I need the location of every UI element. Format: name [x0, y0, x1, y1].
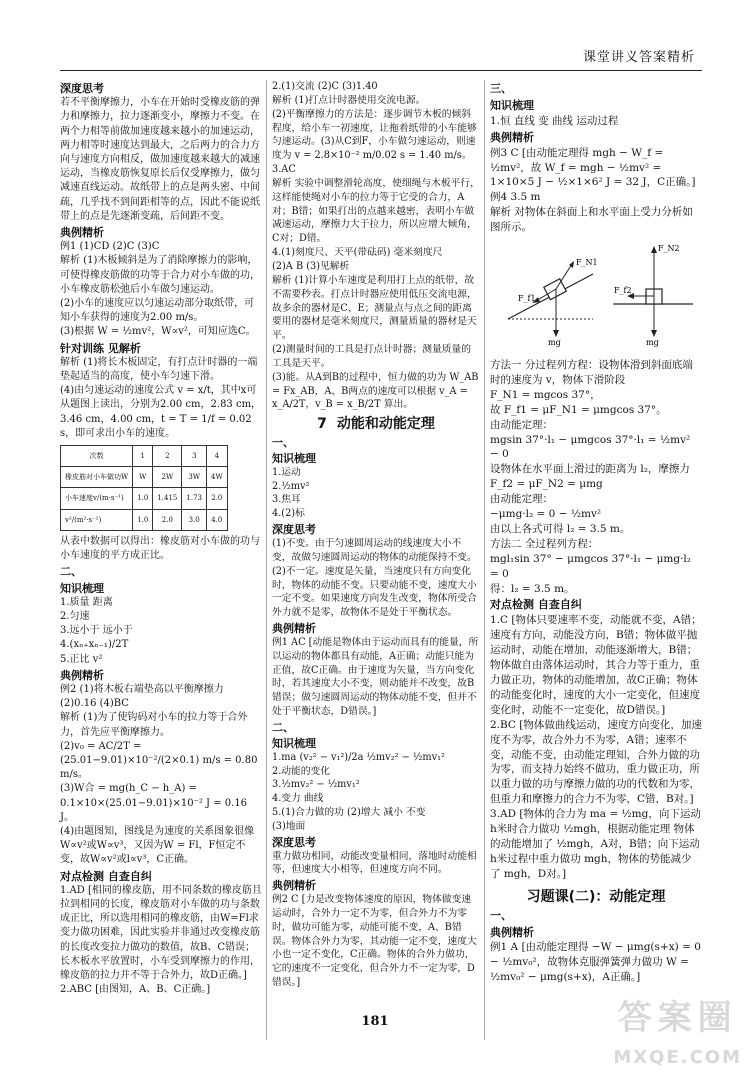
label-mg2: mg	[646, 338, 659, 348]
column-1	[60, 80, 262, 997]
table-cell: 4	[206, 446, 227, 467]
list-item: 1.ma (v₂² − v₁²)/2a ½mv₂² − ½mv₁²	[272, 751, 445, 763]
list-item: 3.½mv₂² − ½mv₁²	[272, 779, 360, 791]
part-marker: 一、	[272, 436, 294, 450]
part-marker: 三、	[490, 82, 512, 95]
paragraph: 方法一 分过程列方程：设物体滑到斜面底端时的速度为 v，物体下滑阶段	[490, 358, 693, 386]
table-cell: 1.0	[133, 488, 153, 509]
formula: mgl₁sin 37° − μmgcos 37°·l₁ − μmg·l₂ = 0	[490, 552, 692, 580]
list-item: (3)地面	[272, 820, 306, 832]
list-item: 2.动能的变化	[272, 765, 331, 777]
paragraph: 设物体在水平面上滑过的距离为 l₂，摩擦力 F_f2 = μF_N2 = μmg	[490, 463, 690, 491]
part-marker: 二、	[272, 720, 294, 734]
section-heading: 深度思考	[272, 835, 316, 849]
list-item: 1.恒 直线 变 曲线 运动过程	[490, 114, 619, 127]
example-answer: 3.AC	[272, 164, 296, 176]
paragraph: 3.AD [物体的合力为 ma = ½mg，向下运动h米时合力做功 ½mgh，根据动能定理 物体的动能增加了 ½mgh，A对，B错；向下运动h米过程中重力做功 mgh，物体的势能减少了 mgh，D对。]	[490, 808, 701, 880]
list-item: 2.匀速	[60, 610, 90, 622]
section-heading: 典例精析	[272, 879, 316, 893]
list-item: 1.运动	[272, 466, 301, 478]
force-diagram	[498, 239, 702, 354]
paragraph: 由动能定理：	[490, 418, 553, 431]
paragraph: 1.C [物体只要速率不变，动能就不变，A错；速度有方向，动能没方向，B错；物体做平抛运动时，动能在增加，动能逐渐增大，B错；物体做自由落体运动时，其合力等于重力，重力做正功，物体的动能增加，故C正确；物体的动能变化时，速度的大小一定变化，但速度变化时，动能不一定变化，故D错误。]	[490, 614, 702, 716]
column-divider	[266, 80, 267, 1040]
table-cell: 橡皮筋对小车做功W	[61, 467, 133, 488]
paragraph: 2.BC [物体做曲线运动，速度方向变化，加速度不为零，故合外力不为零，A错；速率不变，动能不变，由动能定理知，合外力做的功为零，而支持力始终不做功，重力做正功，所以重力做的功与摩擦力做的功的代数和为零，但重力和摩擦力的合力不为零，C错，B对。]	[490, 718, 702, 806]
column-3	[490, 80, 702, 985]
paragraph: 从表中数据可以得出：橡皮筋对小车做的功与小车速度的平方成正比。	[60, 535, 260, 562]
table-cell: 2.0	[153, 509, 182, 530]
section-title-text: 动能和动能定理	[336, 416, 435, 433]
table-cell: 1	[133, 446, 153, 467]
label-ff1: F_f1	[518, 294, 536, 304]
paragraph: (4)由匀速运动的速度公式 v = x/t，其中x可从题图上读出，分别为2.00 cm，2.83 cm，3.46 cm，4.00 cm，t = T = 1/f = 0.02 s，即可求出小车的速度。	[60, 385, 262, 439]
label-mg1: mg	[548, 338, 561, 348]
list-item: 4.变力 曲线	[272, 793, 324, 805]
formula: 得：l₂ = 3.5 m。	[490, 582, 575, 595]
data-table	[60, 445, 228, 531]
paragraph: 解析 实验中调整滑轮高度，使细绳与木板平行，这样能使绳对小车的拉力等于它受的合力，A对；B错；如果打出的点越来越密，表明小车做减速运动，摩擦力大于拉力，所以应增大倾角，C对；D错。	[272, 177, 480, 245]
table-row	[61, 488, 228, 509]
list-item: 4.(2)标	[272, 508, 305, 520]
formula: 由以上各式可得 l₂ = 3.5 m。	[490, 522, 631, 535]
paragraph: 由动能定理：	[490, 493, 553, 506]
section-heading: 深度思考	[60, 82, 104, 95]
paragraph: 解析 (1)为了使钩码对小车的拉力等于合外力，首先应平衡摩擦力。	[60, 712, 248, 738]
list-item: 5.(1)合力做的功 (2)增大 减小 不变	[272, 807, 426, 819]
list-item: 2.½mv²	[272, 480, 310, 492]
table-cell: v²/(m²·s⁻²)	[61, 509, 133, 530]
label-ff2: F_f2	[614, 286, 632, 296]
paragraph: (3)能。从A到B的过程中，恒力做的功为 W_AB = Fx_AB，A、B两点的速度可以根据 v_A = x_A/2T，v_B = x_B/2T 算出。	[272, 371, 479, 411]
label-fn2: F_N2	[658, 244, 680, 254]
paragraph: 例1 A [由动能定理得 −W − μmg(s+x) = 0 − ½mv₀²，故物体克服弹簧弹力做功 W = ½mv₀² − μmg(s+x)，A正确。]	[490, 941, 701, 984]
example-answer: 例2 (1)将木板右端垫高以平衡摩擦力	[60, 683, 224, 695]
table-cell: 4.0	[206, 509, 227, 530]
formula: mgsin 37°·l₁ − μmgcos 37°·l₁ = ½mv² − 0	[490, 433, 691, 461]
section-heading: 知识梳理	[490, 98, 534, 112]
table-cell: 1.415	[153, 488, 182, 509]
example-answer: 4.(1)刻度尺、天平(带砝码) 毫米刻度尺	[272, 247, 443, 259]
table-cell: 2	[153, 446, 182, 467]
paragraph: 解析 (1)打点计时器使用交流电源。	[272, 94, 426, 106]
lesson-title: 习题课(二)：动能定理	[526, 888, 666, 905]
formula: F_N1 = mgcos 37°，	[490, 388, 601, 401]
section-title	[272, 418, 480, 432]
example-answer: 2.(1)交流 (2)C (3)1.40	[272, 81, 378, 92]
watermark-line-2: MXQE.COM	[613, 1047, 742, 1068]
example-answer: (2)0.16 (4)BC	[60, 698, 129, 710]
table-header-row	[61, 446, 228, 467]
section-heading: 典例精析	[60, 226, 104, 240]
list-item: 1.质量 距离	[60, 596, 113, 608]
paragraph: 解析 (1)木板倾斜是为了消除摩擦力的影响，可使得橡皮筋做的功等于合力对小车做的功，小车橡皮筋松弛后小车做匀速运动。	[60, 255, 260, 295]
paragraph: 解析 (1)计算小车速度是利用打上点的纸带，故不需要秒表。打点计时器应使用低压交流电源，故多余的器材是C、E；测量点与点之间的距离要用的器材是毫米刻度尺，测量质量的器材是天平。	[272, 274, 477, 342]
table-cell: 1.0	[133, 509, 153, 530]
table-cell: 2W	[153, 467, 182, 488]
paragraph: (3)根据 W = ½mv²，W∝v²，可知应选C。	[60, 326, 256, 338]
paragraph: 例3 C [由动能定理得 mgh − W_f = ½mv²，故 W_f = mgh − ½mv² = 1×10×5 J − ½×1×6² J = 32 J，C正确。]	[490, 146, 696, 189]
table-cell: 小车速度v/(m·s⁻¹)	[61, 488, 133, 509]
paragraph: (2)v₀ = AC/2T = (25.01−9.01)×10⁻²/(2×0.1) m/s = 0.80 m/s。	[60, 740, 258, 781]
table-cell: 3	[182, 446, 207, 467]
header-title: 课堂讲义答案精析	[582, 50, 695, 65]
section-number: 7	[317, 416, 327, 433]
paragraph: 重力做功相同，动能改变量相同，落地时动能相等，但速度大小相等，但速度方向不同。	[272, 850, 477, 876]
watermark-logo	[613, 993, 742, 1071]
force-diagram-svg	[498, 239, 698, 349]
table-cell: 1.73	[182, 488, 207, 509]
paragraph: 解析 (1)将长木板固定，有打点计时器的一端垫起适当的高度，使小车匀速下滑。	[60, 356, 258, 383]
paragraph: 2.ABC [由图知，A、B、C正确。]	[60, 984, 211, 996]
paragraph: (4)由题图知，图线是为速度的关系图象很像W∝v²或W∝v³，又因为W = Fl，F恒定不变，故W∝v²或l∝v³，C正确。	[60, 825, 255, 866]
column-divider	[484, 80, 485, 1040]
header-rule	[60, 70, 702, 71]
paragraph: 若不平衡摩擦力，小车在开始时受橡皮筋的弹力和摩擦力，拉力逐渐变小，摩擦力不变。在两个力相等前做加速度越来越小的加速运动，两力相等时速度达到最大，之后两力的合力方向与速度方向相反，做加速度越来越大的减速运动，当橡皮筋恢复原长后仅受摩擦力，做匀减速直线运动。故纸带上的点是两头密、中间疏，几乎找不到间距相等的点，因此不能说纸带上的点是先逐渐变疏，后间距不变。	[60, 97, 260, 222]
table-cell: W	[133, 467, 153, 488]
formula: 故 F_f1 = μF_N1 = μmgcos 37°。	[490, 403, 667, 416]
table-cell: 2.0	[206, 488, 227, 509]
table-cell: 3.0	[182, 509, 207, 530]
part-marker: 二、	[60, 565, 82, 579]
section-heading: 对点检测 自查自纠	[60, 869, 152, 883]
table-row	[61, 509, 228, 530]
part-marker: 一、	[490, 908, 512, 922]
list-item: 4.(xₙ₊xₙ₋₁)/2T	[60, 639, 129, 651]
paragraph: (2)平衡摩擦力的方法是：逐步调节木板的倾斜程度，给小车一初速度，让拖着纸带的小车能够匀速运动。(3)从C到F，小车做匀速运动，则速度为 v = 2.8×10⁻² m/0.02 s = 1.40 m/s。	[272, 108, 477, 162]
section-heading: 对点检测 自查自纠	[490, 598, 582, 612]
section-heading: 典例精析	[272, 622, 316, 636]
formula: −μmg·l₂ = 0 − ½mv²	[490, 508, 602, 521]
paragraph: (3)W合 = mg(h_C − h_A) = 0.1×10×(25.01−9.01)×10⁻² J = 0.16 J。	[60, 783, 248, 823]
paragraph: 解析 对物体在斜面上和水平面上受力分析如图所示。	[490, 206, 693, 234]
page-number: 181	[361, 1014, 389, 1029]
section-heading: 典例精析	[490, 925, 534, 939]
section-heading: 典例精析	[60, 668, 104, 682]
column-2	[272, 80, 480, 990]
page-header	[0, 0, 750, 70]
paragraph: (2)测量时间的工具是打点计时器；测量质量的工具是天平。	[272, 344, 472, 369]
table-cell: 次数	[61, 446, 133, 467]
paragraph: 方法二 全过程列方程：	[490, 537, 599, 550]
example-answer: 例1 (1)CD (2)C (3)C	[60, 241, 160, 253]
watermark-line-1: 答案圈	[617, 998, 738, 1038]
paragraph: (2)小车的速度应以匀速运动部分取纸带，可知小车获得的速度为2.00 m/s。	[60, 298, 255, 324]
table-cell: 3W	[182, 467, 207, 488]
section-heading: 知识梳理	[272, 451, 316, 465]
table-cell: 4W	[206, 467, 227, 488]
section-heading: 知识梳理	[60, 581, 104, 595]
paragraph: (1)不变。由于匀速圆周运动的线速度大小不变，故做匀速圆周运动的物体的动能保持不变。(2)不一定。速度是矢量，当速度只有方向变化时，物体的动能不变。只要动能不变，速度大小一定不变。如果速度方向发生改变，物体所受合外力就不是零，故物体不是处于平衡状态。	[272, 538, 477, 619]
table-row	[61, 467, 228, 488]
section-heading: 针对训练 见解析	[60, 341, 141, 355]
section-heading: 深度思考	[272, 523, 316, 537]
list-item: 3.焦耳	[272, 494, 301, 506]
label-fn1: F_N1	[576, 258, 598, 268]
section-heading: 知识梳理	[272, 736, 316, 750]
paragraph: 1.AD [相同的橡皮筋，用不同条数的橡皮筋且拉到相同的长度，橡皮筋对小车做的功与条数成正比，所以选用相同的橡皮筋，由W=Fl求变力做功困难，因此实验并非通过改变橡皮筋的长度改变拉力做功的数值，故B、C错误；长木板水平放置时，小车受到摩擦力的作用，橡皮筋的拉力并不等于合外力，故D正确。]	[60, 884, 262, 981]
list-item: 5.正比 v²	[60, 653, 103, 665]
paragraph: 例2 C [力是改变物体速度的原因，物体做变速运动时，合外力一定不为零，但合外力不为零时，做功可能为零，动能可能不变，A、B错误。物体合外力为零，其动能一定不变，速度大小也一定不变化，C正确。物体的合外力做功，它的速度不一定变化，但合外力不一定为零，D错误。]	[272, 894, 477, 989]
paragraph: 例1 AC [动能是物体由于运动而具有的能量，所以运动的物体都具有动能，A正确；动能只能为正值，故C正确。由于速度为矢量，当方向变化时，若其速度大小不变，则动能并不改变，故B错误；做匀速圆周运动的物体动能不变，但并不处于平衡状态，D错误。]	[272, 636, 479, 718]
example-answer: 例4 3.5 m	[490, 191, 541, 204]
example-answer: (2)A B (3)见解析	[272, 260, 350, 272]
section-heading: 典例精析	[490, 130, 534, 144]
list-item: 3.远小于 远小于	[60, 625, 133, 637]
